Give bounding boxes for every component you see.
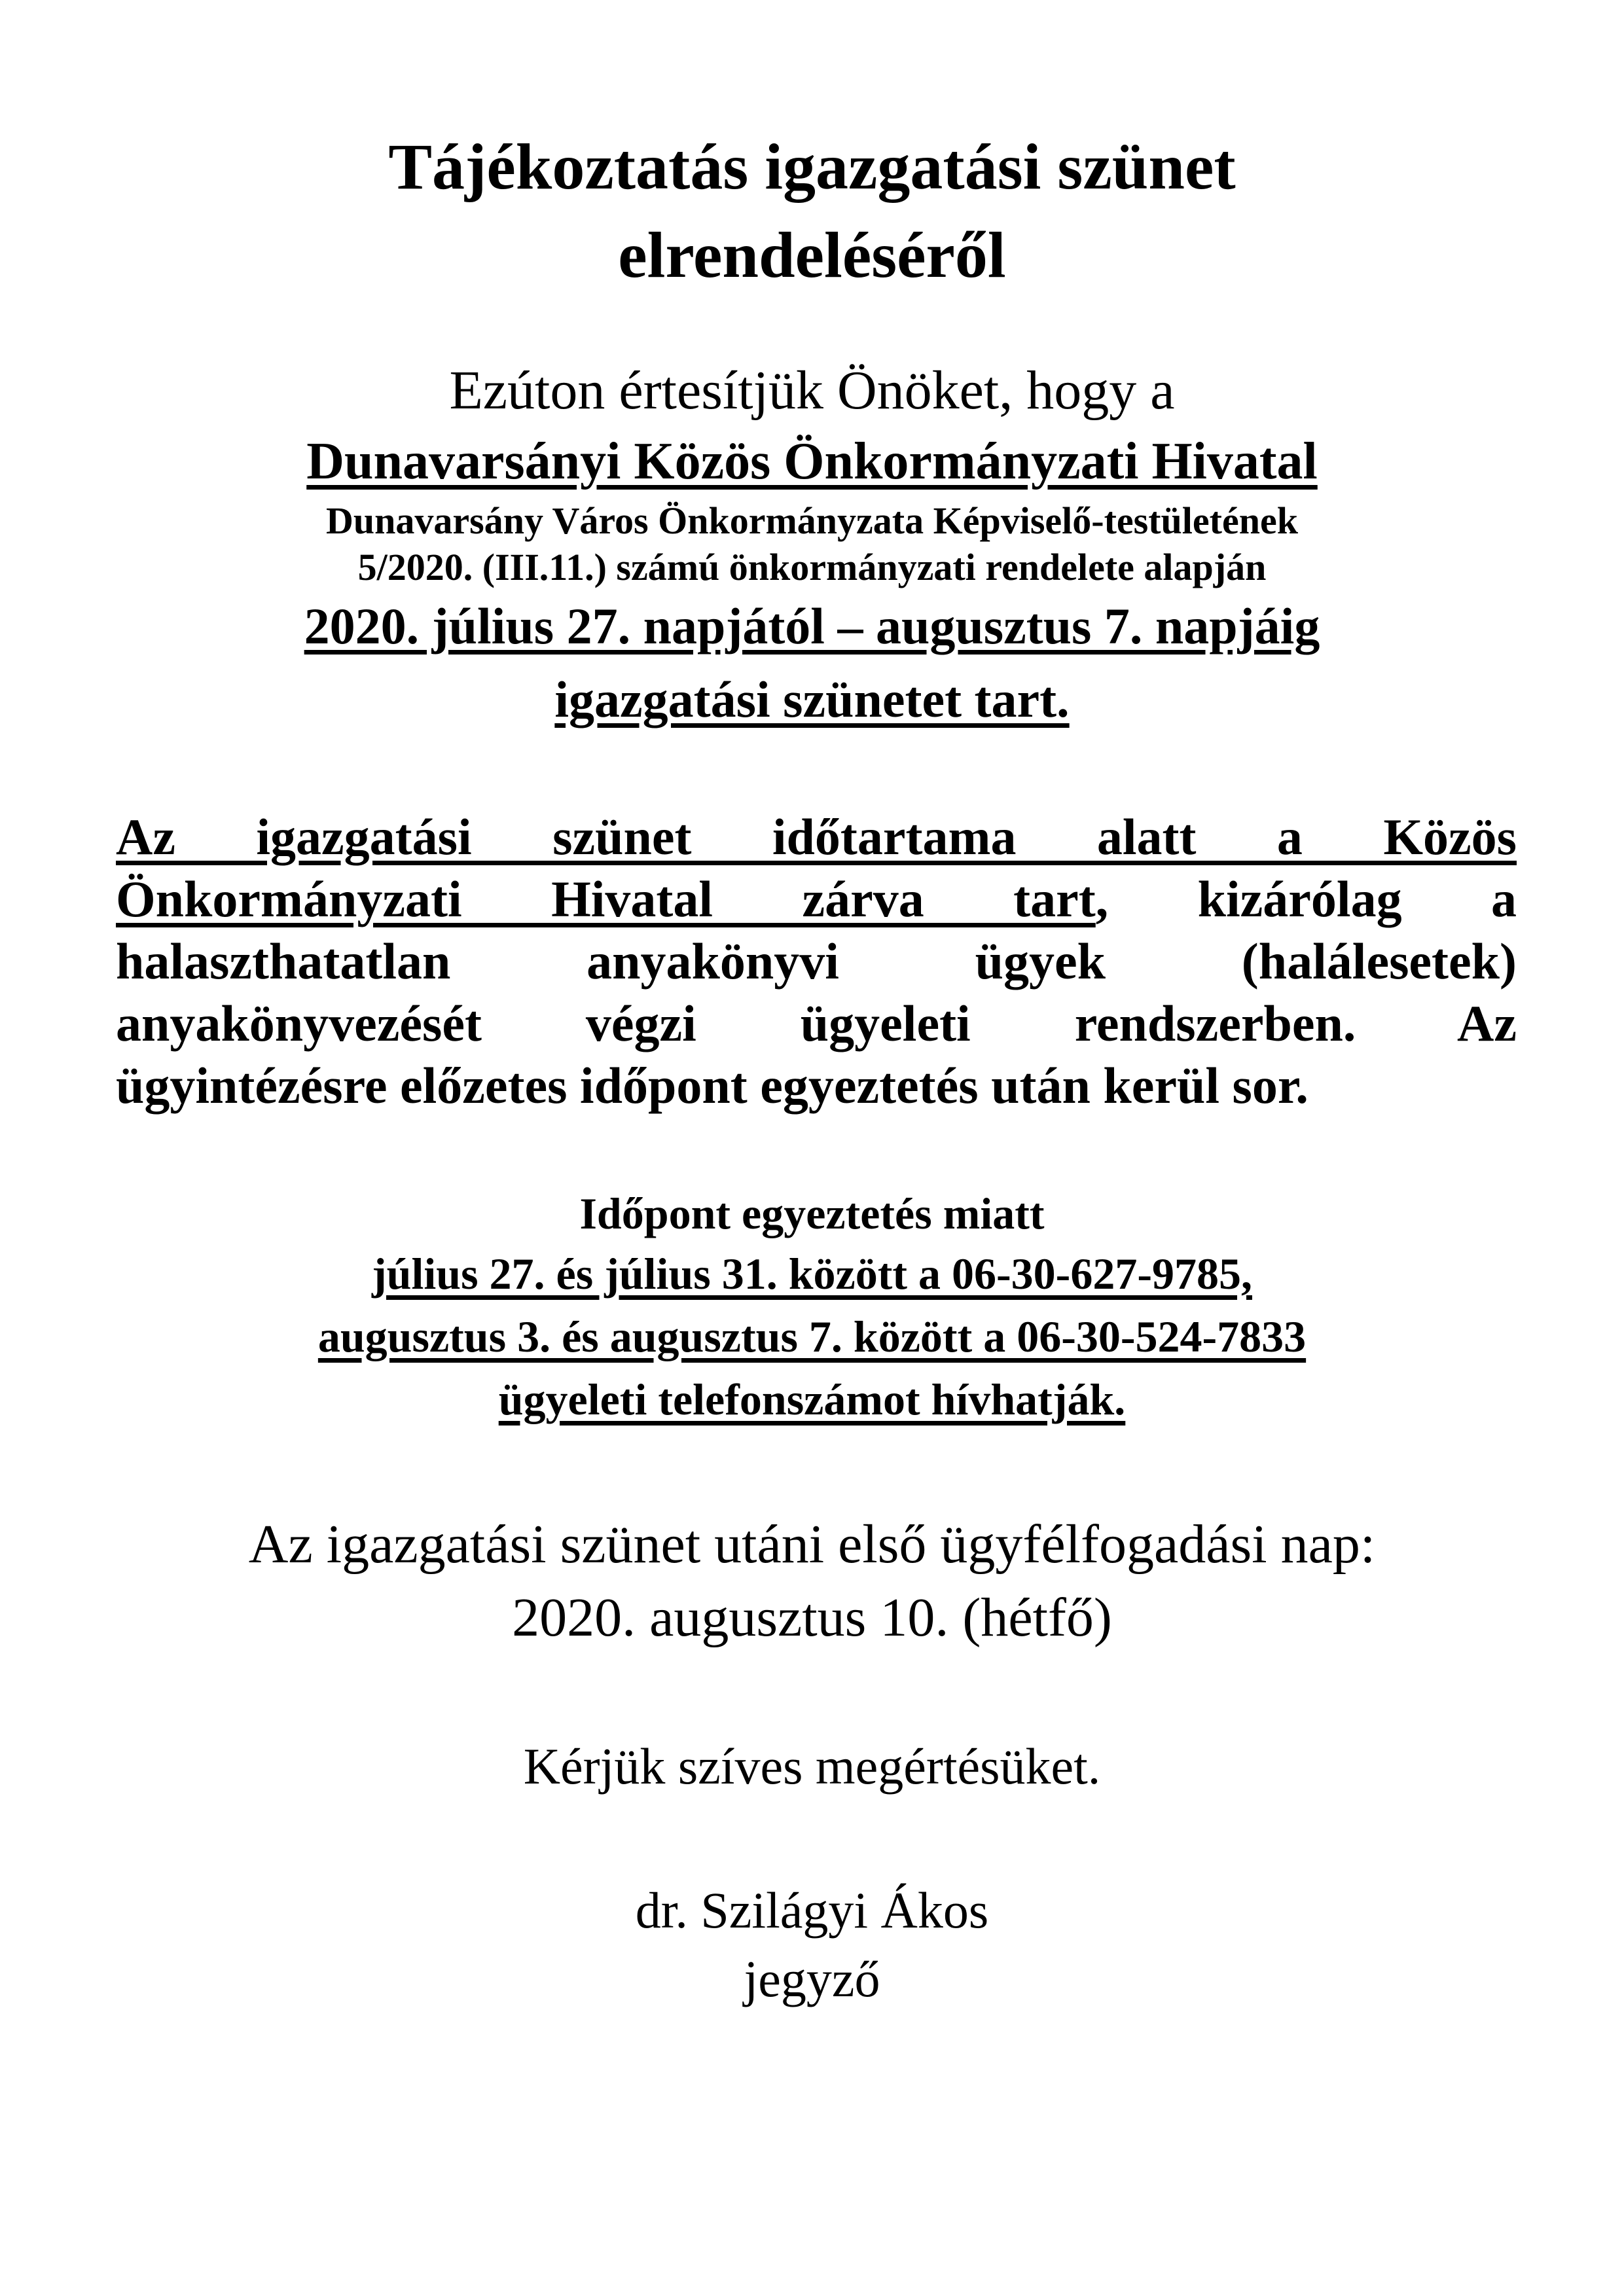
closure-period-line-1 — [0, 598, 1624, 655]
signatory-title: jegyző — [744, 1950, 880, 2007]
contact-line-2-text: augusztus 3. és augusztus 7. között a 06-30-524-7833 — [317, 1312, 1307, 1361]
office-name — [0, 435, 1624, 488]
contact-line-3-text: ügyeleti telefonszámot hívhatják. — [498, 1374, 1126, 1424]
notice-line-1-text: Az igazgatási szünet időtartama alatt a Közös — [116, 808, 1517, 865]
reopening-date: 2020. augusztus 10. (hétfő) — [512, 1587, 1112, 1648]
closure-period-text: 2020. július 27. napjától – augusztus 7. napjáig — [304, 598, 1320, 655]
notice-line-2-underlined: Önkormányzati Hivatal zárva tart — [116, 870, 1096, 927]
closing-text: Kérjük szíves megértésüket. — [523, 1738, 1101, 1795]
intro-text: Ezúton értesítjük Önöket, hogy a — [449, 360, 1175, 421]
contact-line-1 — [0, 1249, 1624, 1299]
document-title-line-1: Tájékoztatás igazgatási szünet — [388, 130, 1236, 203]
legal-basis-line-2: 5/2020. (III.11.) számú önkormányzati rendelete alapján — [357, 546, 1267, 588]
contact-line-3 — [0, 1374, 1624, 1424]
notice-line-1 — [116, 808, 1517, 865]
contact-line-2 — [0, 1314, 1624, 1359]
closure-period-line-2 — [0, 671, 1624, 728]
signatory-name: dr. Szilágyi Ákos — [635, 1882, 989, 1939]
notice-line-2-rest: , kizárólag a — [1095, 870, 1517, 927]
contact-heading: Időpont egyeztetés miatt — [579, 1189, 1045, 1238]
office-name-text: Dunavarsányi Közös Önkormányzati Hivatal — [306, 433, 1318, 490]
legal-basis-line-1: Dunavarsány Város Önkormányzata Képviselő-testületének — [326, 499, 1298, 542]
contact-line-1-text: július 27. és július 31. között a 06-30-627-9785, — [372, 1249, 1252, 1299]
notice-line-2 — [116, 870, 1517, 927]
notice-line-4: anyakönyvezését végzi ügyeleti rendszerben. Az — [116, 995, 1517, 1052]
notice-line-5: ügyintézésre előzetes időpont egyeztetés után kerül sor. — [116, 1057, 1308, 1114]
reopening-line-1: Az igazgatási szünet utáni első ügyfélfogadási nap: — [248, 1514, 1376, 1575]
notice-line-3: halaszthatatlan anyakönyvi ügyek (halálesetek) — [116, 933, 1517, 990]
closure-period-text-2: igazgatási szünetet tart. — [554, 671, 1070, 728]
document-title-line-2: elrendeléséről — [618, 219, 1006, 291]
